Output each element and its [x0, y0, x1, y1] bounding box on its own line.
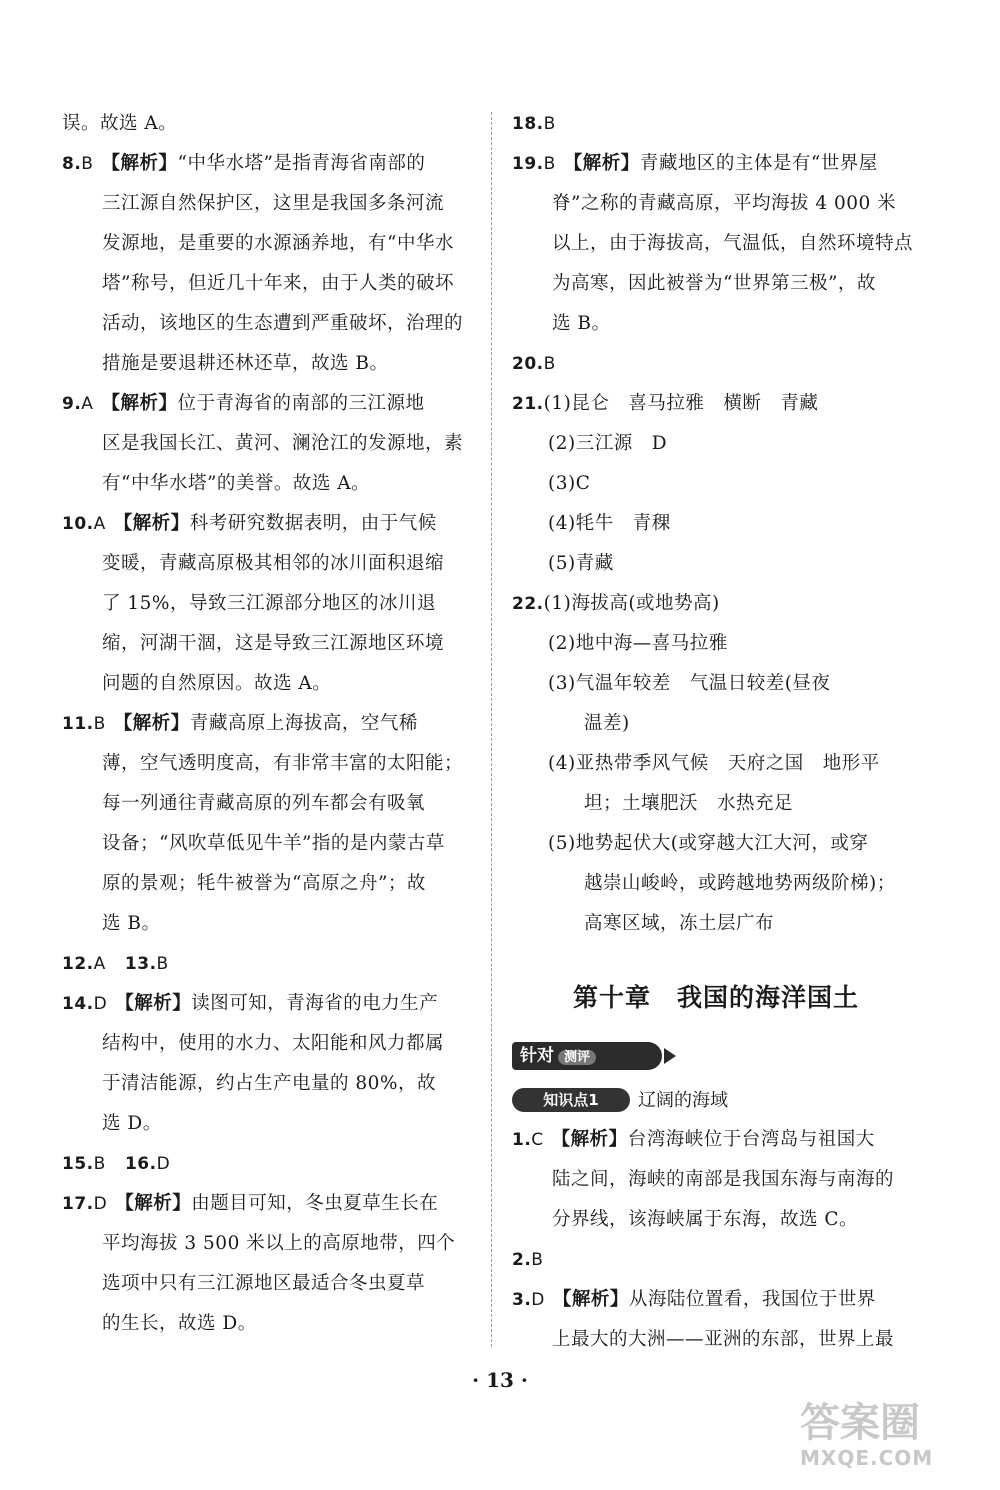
answer-q21: 21.(1)昆仑 喜马拉雅 横断 青藏 (2)三江源 D (3)C (4)牦牛 青稞 (5)青藏: [512, 393, 819, 574]
answer-q12-q13: 12.A 13.B: [62, 954, 169, 974]
answer-q19: 19.B 【解析】青藏地区的主体是有“世界屋 脊”之称的青藏高原，平均海拔 4 000 米 以上，由于海拔高，气温低，自然环境特点 为高寒，因此被誉为“世界第三极”，故 选 B。: [512, 153, 914, 334]
answer-q9: 9.A 【解析】位于青海省的南部的三江源地 区是我国长江、黄河、澜沧江的发源地，素 有“中华水塔”的美誉。故选 A。: [62, 393, 464, 494]
answer-c2: 2.B: [512, 1250, 544, 1270]
answer-q22: 22.(1)海拔高(或地势高) (2)地中海—喜马拉雅 (3)气温年较差 气温日较差(昼夜 温差) (4)亚热带季风气候 天府之国 地形平 坦；土壤肥沃 水热充足 (5)地势起伏大(或穿越大江大河，或穿 越崇山峻岭，或跨越地势两级阶梯)； 高寒区域，冻土层广布: [512, 593, 896, 934]
answer-q8: 8.B 【解析】“中华水塔”是指青海省南部的 三江源自然保护区，这里是我国多条河流 发源地，是重要的水源涵养地，有“中华水 塔”称号，但近几十年来，由于人类的破坏 活动，该地区的生态遭到严重破坏，治理的 措施是要退耕还林还草，故选 B。: [62, 153, 464, 374]
answer-q20: 20.B: [512, 354, 556, 374]
left-column: [62, 104, 472, 1344]
answer-q17: 17.D 【解析】由题目可知，冬虫夏草生长在 平均海拔 3 500 米以上的高原地带，四个 选项中只有三江源地区最适合冬虫夏草 的生长，故选 D。: [62, 1193, 456, 1334]
answer-c1: 1.C 【解析】台湾海峡位于台湾岛与祖国大 陆之间，海峡的南部是我国东海与南海的 分界线，该海峡属于东海，故选 C。: [512, 1129, 895, 1230]
page-number: · 13 ·: [472, 1368, 528, 1392]
knowledge-point-header: [512, 1082, 920, 1120]
right-column: [512, 104, 920, 1360]
q7-continuation: 误。故选 A。: [62, 113, 178, 134]
knowledge-point-title: 辽阔的海域: [638, 1090, 728, 1111]
answer-q18: 18.B: [512, 114, 556, 134]
answer-q14: 14.D 【解析】读图可知，青海省的电力生产 结构中，使用的水力、太阳能和风力都属 于清洁能源，约占生产电量的 80%，故 选 D。: [62, 993, 445, 1134]
watermark-logo: 答案圈 MXQE.COM: [800, 1400, 934, 1470]
arrow-right-icon: [664, 1048, 676, 1064]
answer-q10: 10.A 【解析】科考研究数据表明，由于气候 变暖，青藏高原极其相邻的冰川面积退缩 了 15%，导致三江源部分地区的冰川退 缩，河湖干涸，这是导致三江源地区环境 问题的自然原因。故选 A。: [62, 513, 445, 694]
section-badge: [512, 1038, 920, 1078]
knowledge-point-badge: 知识点1: [512, 1088, 630, 1112]
column-divider: [491, 112, 492, 1347]
chapter-title: 第十章 我国的海洋国土: [572, 983, 859, 1012]
targeted-assessment-badge: 针对 测评: [512, 1042, 662, 1070]
answer-q11: 11.B 【解析】青藏高原上海拔高，空气稀 薄，空气透明度高，有非常丰富的太阳能； 每一列通往青藏高原的列车都会有吸氧 设备；“风吹草低见牛羊”指的是内蒙古草 原的景观；牦牛被誉为“高原之舟”；故 选 B。: [62, 713, 464, 934]
answer-c3: 3.D 【解析】从海陆位置看，我国位于世界 上最大的大洲——亚洲的东部，世界上最: [512, 1289, 895, 1350]
answer-q15-q16: 15.B 16.D: [62, 1154, 171, 1174]
